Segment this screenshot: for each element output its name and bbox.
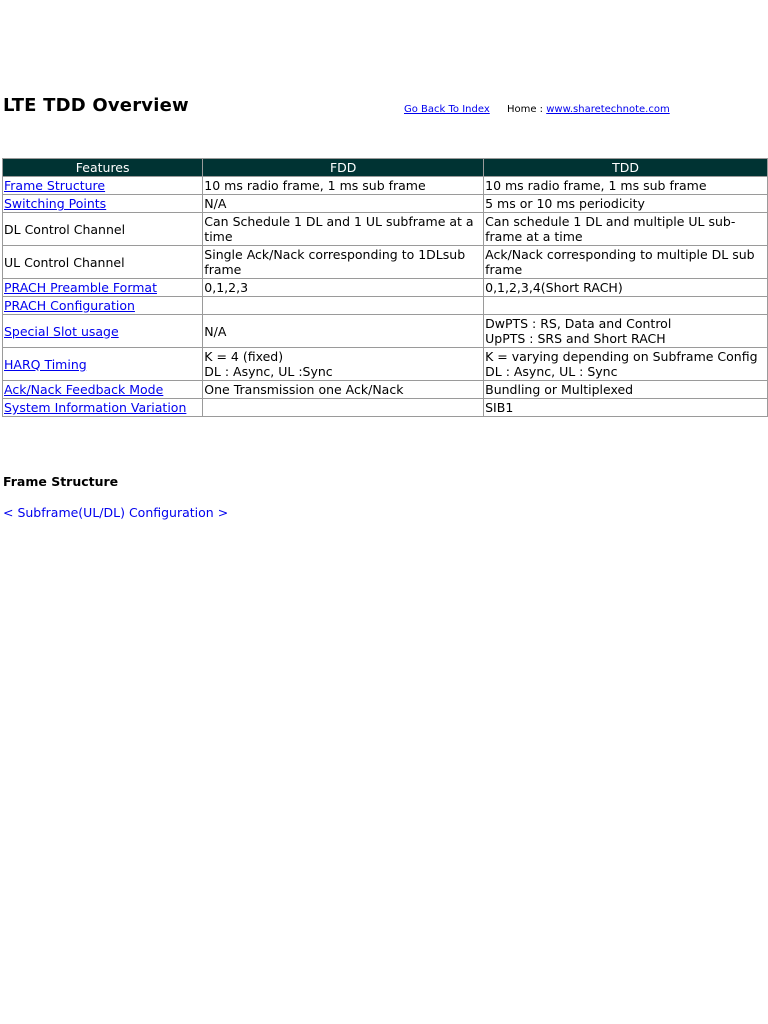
fdd-cell: [203, 279, 484, 297]
table-row: [3, 246, 768, 279]
table-body: [3, 177, 768, 417]
feature-cell: [3, 246, 203, 279]
header-fdd: FDD: [203, 159, 484, 177]
tdd-cell: [484, 213, 768, 246]
feature-cell[interactable]: [3, 348, 203, 381]
go-back-to-index-link[interactable]: Go Back To Index: [404, 104, 490, 115]
tdd-text: SIB1: [485, 400, 514, 415]
feature-label: UL Control Channel: [4, 254, 125, 270]
feature-link[interactable]: Frame Structure: [4, 178, 106, 193]
tdd-cell: [484, 246, 768, 279]
page-title: LTE TDD Overview: [3, 95, 189, 116]
fdd-text: 0,1,2,3: [204, 280, 249, 295]
feature-link[interactable]: HARQ Timing: [4, 356, 87, 372]
table-row: [3, 177, 768, 195]
fdd-text: N/A: [204, 323, 227, 339]
fdd-cell: [203, 195, 484, 213]
fdd-cell: [203, 246, 484, 279]
section-heading: Frame Structure: [3, 474, 119, 489]
fdd-text: Can Schedule 1 DL and 1 UL subframe at a time: [204, 214, 474, 244]
fdd-text: N/A: [204, 196, 227, 211]
header-features: Features: [3, 159, 203, 177]
home-site-link[interactable]: www.sharetechnote.com: [546, 104, 670, 115]
tdd-text: 0,1,2,3,4(Short RACH): [485, 280, 623, 295]
lte-comparison-table: [2, 158, 768, 417]
header-links: [404, 104, 670, 115]
table-row: [3, 297, 768, 315]
feature-link[interactable]: PRACH Configuration: [4, 298, 135, 313]
tdd-cell: [484, 195, 768, 213]
tdd-text: 5 ms or 10 ms periodicity: [485, 196, 645, 211]
feature-cell[interactable]: [3, 381, 203, 399]
fdd-cell: [203, 381, 484, 399]
table-row: [3, 213, 768, 246]
fdd-text: Single Ack/Nack corresponding to 1DLsub frame: [204, 247, 466, 277]
feature-cell[interactable]: [3, 177, 203, 195]
fdd-cell: [203, 177, 484, 195]
feature-cell[interactable]: [3, 279, 203, 297]
tdd-cell: [484, 297, 768, 315]
feature-cell[interactable]: [3, 195, 203, 213]
feature-cell[interactable]: [3, 399, 203, 417]
table-row: [3, 348, 768, 381]
tdd-cell: [484, 279, 768, 297]
tdd-cell: [484, 348, 768, 381]
fdd-text: 10 ms radio frame, 1 ms sub frame: [204, 178, 426, 193]
tdd-text: DL : Async, UL : Sync: [485, 364, 618, 379]
tdd-text: 10 ms radio frame, 1 ms sub frame: [485, 178, 707, 193]
tdd-text: Ack/Nack corresponding to multiple DL sub frame: [485, 247, 755, 277]
fdd-cell: [203, 213, 484, 246]
table-header-row: [3, 159, 768, 177]
feature-link[interactable]: Special Slot usage: [4, 323, 119, 339]
feature-link[interactable]: System Information Variation: [4, 400, 187, 415]
tdd-text: DwPTS : RS, Data and Control: [485, 316, 672, 331]
fdd-cell: [203, 297, 484, 315]
feature-link[interactable]: Ack/Nack Feedback Mode: [4, 382, 164, 397]
home-label: Home :: [506, 104, 544, 115]
feature-cell[interactable]: [3, 297, 203, 315]
table-row: [3, 279, 768, 297]
table-row: [3, 315, 768, 348]
fdd-text: One Transmission one Ack/Nack: [204, 382, 404, 397]
tdd-cell: [484, 177, 768, 195]
tdd-cell: [484, 315, 768, 348]
fdd-cell: [203, 348, 484, 381]
feature-cell[interactable]: [3, 315, 203, 348]
fdd-cell: [203, 399, 484, 417]
fdd-text: K = 4 (fixed): [204, 349, 284, 364]
tdd-text: K = varying depending on Subframe Config: [485, 349, 758, 364]
feature-label: DL Control Channel: [4, 221, 126, 237]
table-row: [3, 381, 768, 399]
tdd-cell: [484, 381, 768, 399]
subframe-configuration-link[interactable]: < Subframe(UL/DL) Configuration >: [3, 505, 229, 520]
feature-link[interactable]: Switching Points: [4, 196, 107, 211]
table-row: [3, 195, 768, 213]
feature-cell: [3, 213, 203, 246]
feature-link[interactable]: PRACH Preamble Format: [4, 280, 157, 295]
tdd-text: Bundling or Multiplexed: [485, 382, 634, 397]
fdd-cell: [203, 315, 484, 348]
tdd-text: UpPTS : SRS and Short RACH: [485, 331, 666, 346]
header-tdd: TDD: [484, 159, 768, 177]
fdd-text: DL : Async, UL :Sync: [204, 364, 333, 379]
tdd-cell: [484, 399, 768, 417]
tdd-text: Can schedule 1 DL and multiple UL sub-frame at a time: [485, 214, 736, 244]
table-row: [3, 399, 768, 417]
